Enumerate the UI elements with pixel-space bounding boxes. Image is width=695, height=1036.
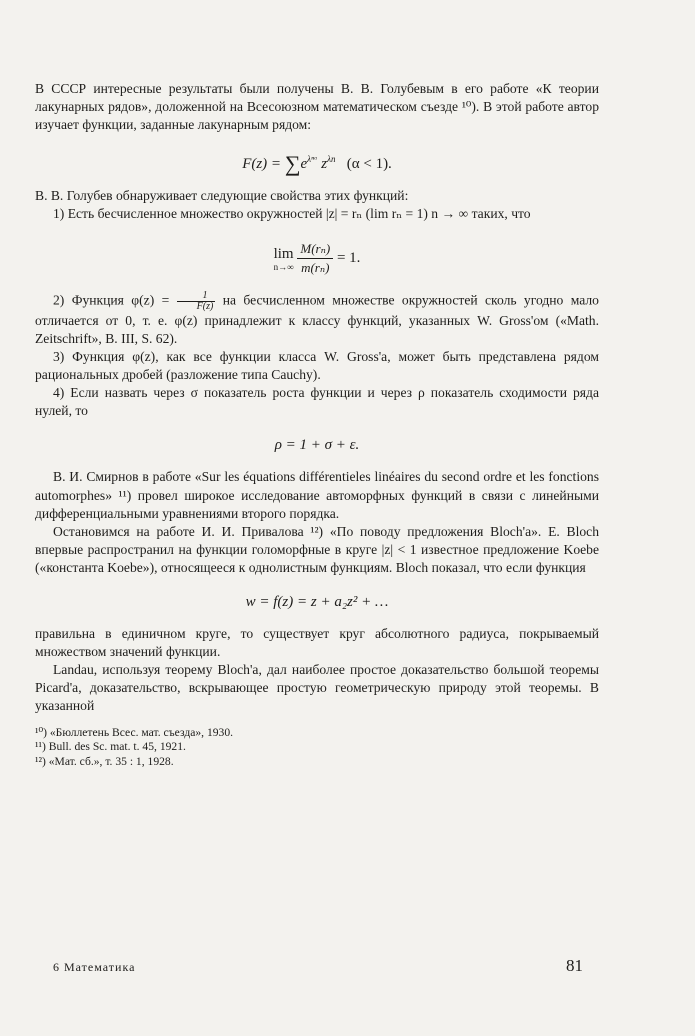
footnote-11: ¹¹) Bull. des Sc. mat. t. 45, 1921. xyxy=(35,740,186,754)
footnotes xyxy=(35,726,599,770)
inline-denominator: F(z) xyxy=(196,300,214,312)
paragraph-5: 3) Функция φ(z), как все функции класса W. Gross'а, может быть представлена рядом рациональных дробей (разложение типа Cauchy). xyxy=(35,348,599,383)
limit-operator xyxy=(274,245,294,272)
formula-1-e: e xyxy=(300,156,308,173)
sum-symbol: ∑ xyxy=(284,151,301,177)
page-number: 81 xyxy=(566,956,583,975)
inline-numerator: 1 xyxy=(177,291,216,302)
paragraph-10: Landau, используя теорему Bloch'а, дал наиболее простое доказательство большой теоремы Picard'а, доказательство, вскрывающее простую геометрическую природу этой теоремы. В указанной xyxy=(35,662,599,714)
paragraph-4-end: на бесчисленном множестве окружностей сколь угодно мало отличается от 0, т. е. φ(z) принадлежит к классу функций, указанных W. Gross'ом («Math. Zeitschrift», B. III, S. 62). xyxy=(35,292,599,346)
formula-rho: ρ = 1 + σ + ε. xyxy=(274,437,360,454)
fraction-numerator: M(rₙ) xyxy=(297,240,333,259)
printer-signature: 6 Математика xyxy=(53,960,136,974)
paragraph-4-start: 2) Функция φ(z) = xyxy=(53,292,170,308)
paragraph-2: В. В. Голубев обнаруживает следующие свойства этих функций: xyxy=(35,188,409,204)
limit-word: lim xyxy=(273,245,294,262)
formula-lacunary-series xyxy=(35,150,599,177)
paragraph-4 xyxy=(35,291,599,348)
paragraph-8: Остановимся на работе И. И. Привалова ¹²) «По поводу предложения Bloch'а». E. Bloch впервые распространил на функции голоморфные в круге |z| < 1 известное предложение Koebe («константа Koebe»), относящееся к однолистным функциям. Bloch показал, что если функция xyxy=(35,523,599,575)
inline-fraction xyxy=(177,291,216,312)
limit-rhs: = 1. xyxy=(336,249,361,266)
footnote-12: ¹²) «Мат. сб.», т. 35 : 1, 1928. xyxy=(35,754,174,768)
paragraph-7: В. И. Смирнов в работе «Sur les équations différentieles linéaires du second ordre et les fonctions automorphes» ¹¹) провел широкое исследование автоморфных функций в связи с линейными дифференциальными уравнениями второго порядка. xyxy=(35,469,599,521)
formula-limit xyxy=(35,240,599,277)
paragraph-3: 1) Есть бесчисленное множество окружностей |z| = rₙ (lim rₙ = 1) n → ∞ таких, что xyxy=(53,206,531,222)
signature-row xyxy=(53,960,583,975)
paragraph-6: 4) Если назвать через σ показатель роста функции и через ρ показатель сходимости ряда нулей, то xyxy=(35,385,599,419)
body-text xyxy=(35,80,599,716)
paragraph-1: В СССР интересные результаты были получены В. В. Голубевым в его работе «К теории лакунарных рядов», доложенной на Всесоюзном математическом съезде ¹⁰). В этой работе автор изучает функции, заданные лакунарным рядом: xyxy=(35,81,599,133)
formula-1-exp: λⁿᵅ xyxy=(307,154,318,165)
footnote-10: ¹⁰) «Бюллетень Всес. мат. съезда», 1930. xyxy=(35,725,234,739)
limit-fraction xyxy=(297,240,333,277)
limit-subscript: n→∞ xyxy=(273,261,294,272)
fraction-denominator: m(rₙ) xyxy=(301,259,330,275)
formula-1-condition: (α < 1). xyxy=(346,156,392,173)
formula-1-zexp: λn xyxy=(327,154,336,165)
formula-w: w = f(z) = z + a₂z² + … xyxy=(245,593,389,610)
paragraph-9: правильна в единичном круге, то существует круг абсолютного радиуса, покрываемый множеством значений функции. xyxy=(35,626,599,660)
formula-1-lhs: F(z) = xyxy=(242,156,282,173)
formula-1-z: z xyxy=(321,156,328,173)
